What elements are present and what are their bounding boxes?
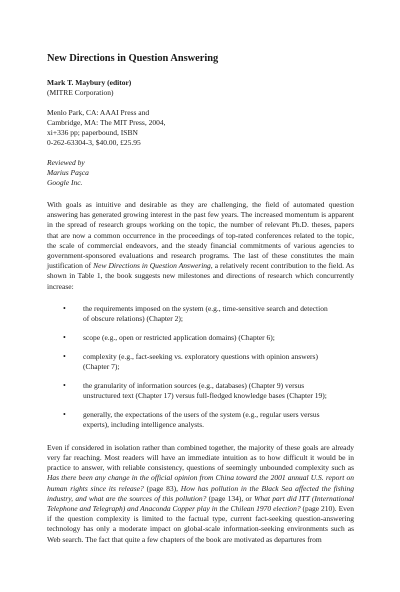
list-item: • scope (e.g., open or restricted application domains) (Chapter 6); bbox=[63, 333, 354, 343]
editor-block bbox=[47, 78, 354, 98]
publisher-line: xi+336 pp; paperbound, ISBN bbox=[47, 128, 138, 137]
book-title-italic: New Directions in Question Answering bbox=[93, 261, 211, 271]
publisher-block bbox=[47, 108, 354, 148]
publisher-line: Cambridge, MA: The MIT Press, 2004, bbox=[47, 118, 166, 127]
intro-paragraph bbox=[47, 200, 354, 292]
para2-text: Even if considered in isolation rather than combined together, the majority of these goals are already very far reaching. Most readers will have an immediate intuition as to how difficult it would be in practice to answer, with reliable consistency, questions of seemingly unbounded complexity such as bbox=[47, 442, 354, 473]
list-item: • generally, the expectations of the users of the system (e.g., regular users versus experts), including intelligence analysts. bbox=[63, 410, 354, 430]
intro-text-2: , a relatively recent contribution to the field. As shown in Table 1, the book suggests new milestones and directions of research which concurrently increase: bbox=[47, 261, 354, 291]
publisher-line: 0-262-63304-3, $40.00, £25.95 bbox=[47, 138, 141, 147]
list-item: • complexity (e.g., fact-seeking vs. exploratory questions with opinion answers) (Chapter 7); bbox=[63, 352, 354, 372]
para2-text: (page 210). Even if the question complexity is limited to the factual type, current fact-seeking question-answering technology has only a moderate impact on global-scale information-seeking environments such as Web search. The fact that quite a few chapters of the book are motivated as departures from bbox=[47, 504, 354, 544]
reviewer-block bbox=[47, 158, 354, 188]
publisher-line: Menlo Park, CA: AAAI Press and bbox=[47, 108, 150, 117]
second-paragraph bbox=[47, 443, 354, 545]
question-example: Has there been any change in the official opinion from China toward the 2001 annual U.S. report on human rights since its release? bbox=[47, 473, 354, 493]
directions-list bbox=[47, 304, 354, 430]
list-item: • the granularity of information sources (e.g., databases) (Chapter 9) versus unstructured text (Chapter 17) versus full-fledged knowledge bases (Chapter 19); bbox=[63, 381, 354, 401]
question-example: How has pollution in the Black Sea affected the fishing industry, and what are the sources of this pollution? bbox=[47, 483, 355, 503]
reviewed-by: Reviewed by bbox=[47, 158, 85, 167]
para2-text: (page 134), or bbox=[206, 493, 255, 503]
editor-affiliation: (MITRE Corporation) bbox=[47, 88, 114, 97]
reviewer-affiliation: Google Inc. bbox=[47, 178, 83, 187]
intro-text-1: With goals as intuitive and desirable as they are challenging, the field of automated question answering has generated growing interest in the past few years. The increased momentum is apparent in the spread of research groups working on the topic, the number of relevant Ph.D. theses, papers that are now a common occurrence in the proceedings of top-rated conferences related to the topic, the scale of commercial endeavors, and the steady financial commitments of various agencies to government-sponsored evaluations and research programs. The last of these constitutes the main justification of bbox=[47, 200, 354, 271]
book-title: New Directions in Question Answering bbox=[47, 53, 219, 64]
reviewer-name: Marius Paşca bbox=[47, 168, 89, 177]
editor-name: Mark T. Maybury (editor) bbox=[47, 78, 132, 87]
para2-text: (page 83), bbox=[143, 483, 181, 493]
question-example: What part did ITT (International Telephone and Telegraph) and Anaconda Copper play in the Chilean 1970 election? bbox=[47, 493, 355, 514]
list-item: • the requirements imposed on the system (e.g., time-sensitive search and detection of obscure relations) (Chapter 2); bbox=[63, 304, 354, 324]
